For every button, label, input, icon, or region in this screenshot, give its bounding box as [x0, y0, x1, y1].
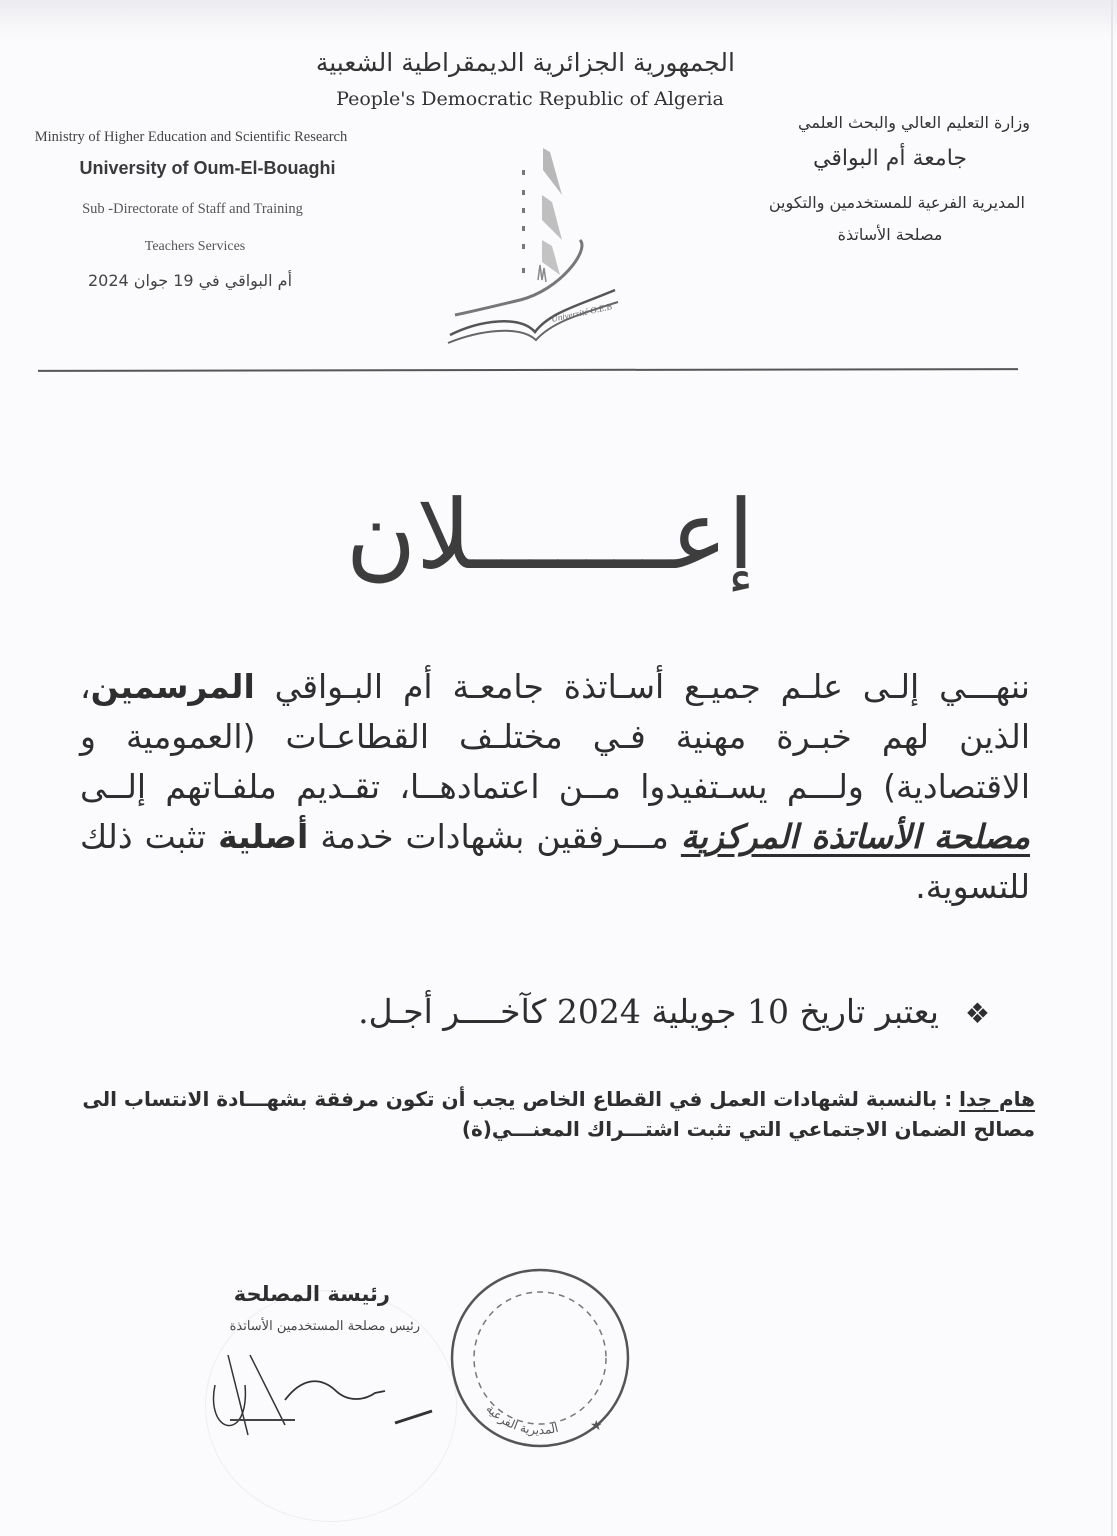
- deadline-text: يعتبر تاريخ 10 جويلية 2024 كآخــــر أجـل.: [358, 992, 939, 1031]
- deadline-line: [200, 990, 990, 1036]
- country-name-ar: الجمهورية الجزائرية الديمقراطية الشعبية: [315, 48, 735, 77]
- body-bold-tenured: المرسمين: [90, 667, 255, 706]
- body-text-4: تثبت ذلك للتسوية.: [80, 817, 1030, 906]
- subdirectorate-en: Sub -Directorate of Staff and Training: [82, 201, 303, 217]
- body-emph-central-service: مصلحة الأساتذة المركزية: [680, 817, 1030, 856]
- subdirectorate-ar: المديرية الفرعية للمستخدمين والتكوين: [768, 193, 1025, 212]
- body-text-1: ننهـــي إلـى علـم جميـع أسـاتذة جامعـة أم البـواقي: [254, 667, 1030, 706]
- handwritten-signature: [200, 1345, 440, 1445]
- country-name-en: People's Democratic Republic of Algeria: [336, 88, 724, 110]
- stamp-arc-text: المديرية الفرعية: [483, 1401, 560, 1438]
- signatory-subtitle: رئيس مصلحة المستخدمين الأساتذة: [229, 1319, 420, 1334]
- announcement-title: إعـــــــلان: [345, 479, 755, 591]
- university-ar: جامعة أم البواقي: [813, 146, 967, 171]
- official-stamp: [440, 1258, 640, 1458]
- university-logo: [440, 140, 620, 350]
- diamond-bullet-icon: ❖: [964, 997, 990, 1030]
- body-bold-original: أصلية: [218, 817, 309, 856]
- signatory-title: رئيسة المصلحة: [233, 1282, 390, 1306]
- ministry-ar: وزارة التعليم العالي والبحث العلمي: [798, 113, 1030, 132]
- ministry-en: Ministry of Higher Education and Scientific Research: [34, 129, 348, 145]
- service-ar: مصلحة الأساتذة: [837, 225, 943, 244]
- university-en: University of Oum-El-Bouaghi: [79, 158, 336, 178]
- body-text-3: مـــرفقين بشهادات خدمة: [308, 817, 681, 856]
- logo-caption: Université O.E.B: [550, 301, 613, 324]
- note-label: هام جدا: [959, 1087, 1035, 1111]
- announcement-body: [80, 662, 1030, 912]
- scan-shadow: [0, 0, 1117, 40]
- header-divider: [38, 368, 1018, 372]
- document-date: أم البواقي في 19 جوان 2024: [87, 271, 293, 290]
- body-text-2: ، الذين لهم خبـرة مهنية فـي مختلـف القطاعـات (العمومية و الاقتصادية) ولـــم يسـتفيدوا مــن اعتمادهــا، تقـديم ملفـاتهم إلــى: [80, 667, 1030, 806]
- important-note: [80, 1084, 1035, 1144]
- note-text: : بالنسبة لشهادات العمل في القطاع الخاص يجب أن تكون مرفقة بشهـــادة الانتساب الى مصالح الضمان الاجتماعي التي تثبت اشتـــراك المعنـــي(ة): [82, 1087, 1035, 1141]
- star-icon: ★: [590, 1418, 603, 1434]
- service-en: Teachers Services: [144, 239, 246, 254]
- page-edge: [1111, 0, 1113, 1536]
